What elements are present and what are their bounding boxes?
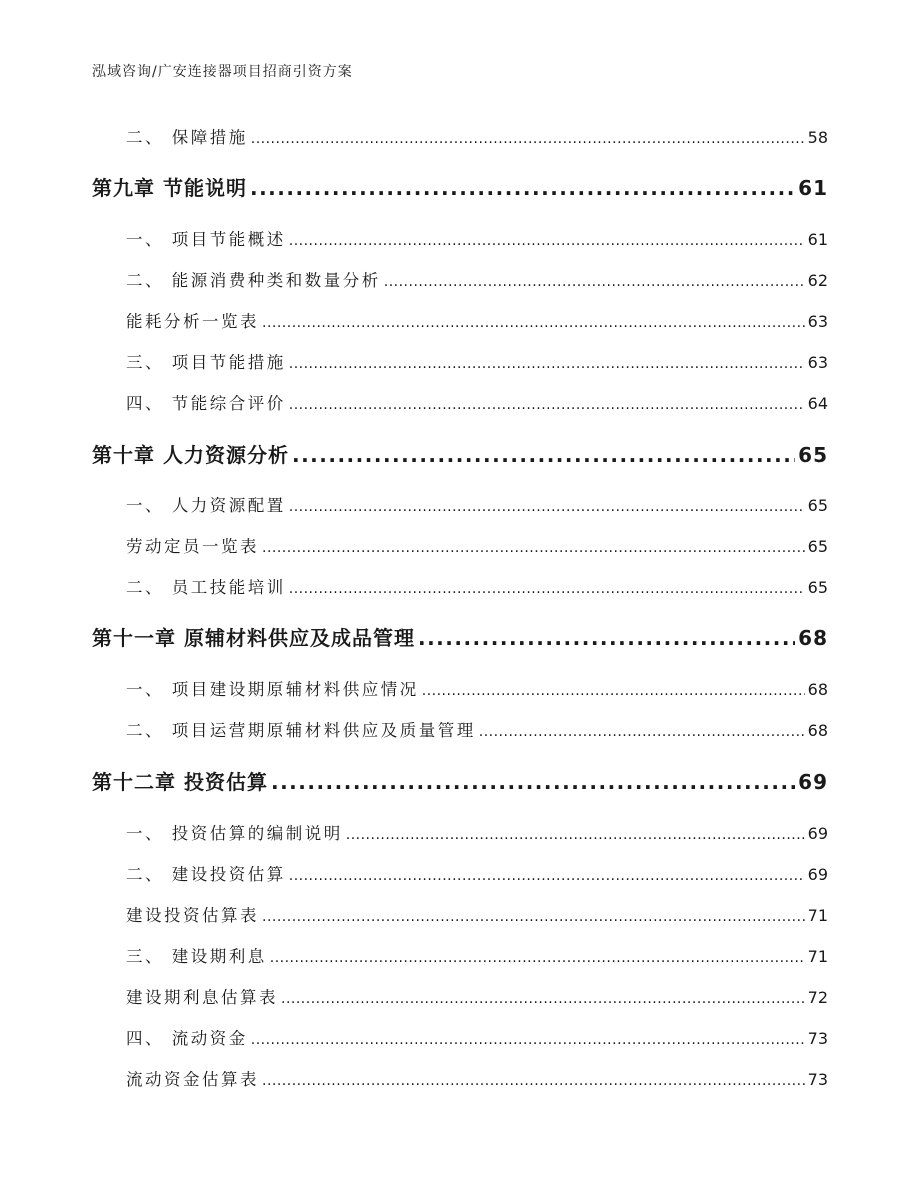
toc-entry-page: 69 — [807, 865, 828, 884]
toc-entry-label: 建设期利息估算表 — [126, 988, 278, 1007]
dot-leader — [418, 626, 795, 650]
toc-entry[interactable] — [126, 717, 828, 741]
toc-entry-label: 一、 项目建设期原辅材料供应情况 — [126, 680, 419, 699]
toc-entry[interactable] — [126, 308, 828, 332]
toc-entry-page: 61 — [807, 230, 828, 249]
dot-leader — [289, 397, 805, 413]
toc-entry[interactable] — [126, 226, 828, 250]
toc-entry[interactable] — [126, 902, 828, 926]
toc-entry-page: 68 — [807, 721, 828, 740]
toc-entry[interactable] — [126, 574, 828, 598]
dot-leader — [289, 581, 805, 597]
toc-entry[interactable] — [126, 533, 828, 557]
toc-entry-label: 二、 建设投资估算 — [126, 865, 286, 884]
page-header: 泓域咨询/广安连接器项目招商引资方案 — [92, 64, 353, 80]
toc-entry-label: 二、 能源消费种类和数量分析 — [126, 271, 381, 290]
toc-entry-label: 建设投资估算表 — [126, 906, 259, 925]
dot-leader — [262, 1073, 805, 1089]
toc-entry-label: 三、 项目节能措施 — [126, 353, 286, 372]
toc-entry-page: 63 — [807, 312, 828, 331]
toc-entry[interactable] — [126, 1066, 828, 1090]
toc-entry-label: 一、 人力资源配置 — [126, 496, 286, 515]
dot-leader — [262, 315, 805, 331]
toc-entry-page: 68 — [807, 680, 828, 699]
toc-entry-page: 73 — [807, 1070, 828, 1089]
dot-leader — [346, 827, 805, 843]
toc-entry-label: 四、 节能综合评价 — [126, 394, 286, 413]
toc-chapter-page: 65 — [798, 443, 828, 467]
toc-entry[interactable] — [126, 267, 828, 291]
dot-leader — [289, 356, 805, 372]
toc-entry-page: 69 — [807, 824, 828, 843]
toc-entry[interactable] — [126, 676, 828, 700]
toc-entry-page: 65 — [807, 537, 828, 556]
toc-chapter[interactable] — [92, 622, 828, 651]
dot-leader — [250, 176, 795, 200]
toc-entry-page: 72 — [807, 988, 828, 1007]
dot-leader — [384, 274, 805, 290]
dot-leader — [289, 233, 805, 249]
toc-entry-label: 劳动定员一览表 — [126, 537, 259, 556]
toc-entry[interactable] — [126, 1025, 828, 1049]
dot-leader — [270, 950, 805, 966]
toc-entry-label: 二、 项目运营期原辅材料供应及质量管理 — [126, 721, 476, 740]
toc-chapter[interactable] — [92, 766, 828, 795]
toc-entry[interactable] — [126, 124, 828, 148]
toc-chapter[interactable] — [92, 172, 828, 201]
toc-chapter-label: 第九章 节能说明 — [92, 176, 247, 200]
toc-chapter-label: 第十二章 投资估算 — [92, 770, 268, 794]
toc-chapter-label: 第十章 人力资源分析 — [92, 443, 289, 467]
toc-entry-page: 58 — [807, 128, 828, 147]
toc-entry[interactable] — [126, 390, 828, 414]
toc-entry-label: 二、 保障措施 — [126, 128, 248, 147]
dot-leader — [262, 540, 805, 556]
toc-entry-label: 一、 投资估算的编制说明 — [126, 824, 343, 843]
toc-entry-label: 二、 员工技能培训 — [126, 578, 286, 597]
toc-entry-page: 71 — [807, 947, 828, 966]
toc-entry-label: 流动资金估算表 — [126, 1070, 259, 1089]
dot-leader — [422, 683, 805, 699]
dot-leader — [271, 770, 795, 794]
toc-entry-label: 能耗分析一览表 — [126, 312, 259, 331]
toc-entry[interactable] — [126, 492, 828, 516]
toc-entry-page: 62 — [807, 271, 828, 290]
dot-leader — [281, 991, 805, 1007]
dot-leader — [251, 131, 805, 147]
toc-entry[interactable] — [126, 984, 828, 1008]
dot-leader — [262, 909, 805, 925]
toc-chapter[interactable] — [92, 439, 828, 468]
dot-leader — [289, 868, 805, 884]
toc-chapter-page: 68 — [798, 626, 828, 650]
toc-entry-page: 65 — [807, 578, 828, 597]
dot-leader — [251, 1032, 805, 1048]
toc-entry[interactable] — [126, 861, 828, 885]
dot-leader — [479, 724, 805, 740]
toc-entry[interactable] — [126, 943, 828, 967]
toc-chapter-page: 61 — [798, 176, 828, 200]
toc-chapter-label: 第十一章 原辅材料供应及成品管理 — [92, 626, 415, 650]
dot-leader — [292, 443, 795, 467]
toc-entry-label: 一、 项目节能概述 — [126, 230, 286, 249]
toc-entry-label: 三、 建设期利息 — [126, 947, 267, 966]
toc-entry-page: 65 — [807, 496, 828, 515]
toc-entry[interactable] — [126, 820, 828, 844]
toc-entry-page: 64 — [807, 394, 828, 413]
dot-leader — [289, 499, 805, 515]
toc-chapter-page: 69 — [798, 770, 828, 794]
toc-entry-page: 73 — [807, 1029, 828, 1048]
toc-entry-page: 71 — [807, 906, 828, 925]
toc-entry-page: 63 — [807, 353, 828, 372]
toc-entry[interactable] — [126, 349, 828, 373]
toc-entry-label: 四、 流动资金 — [126, 1029, 248, 1048]
